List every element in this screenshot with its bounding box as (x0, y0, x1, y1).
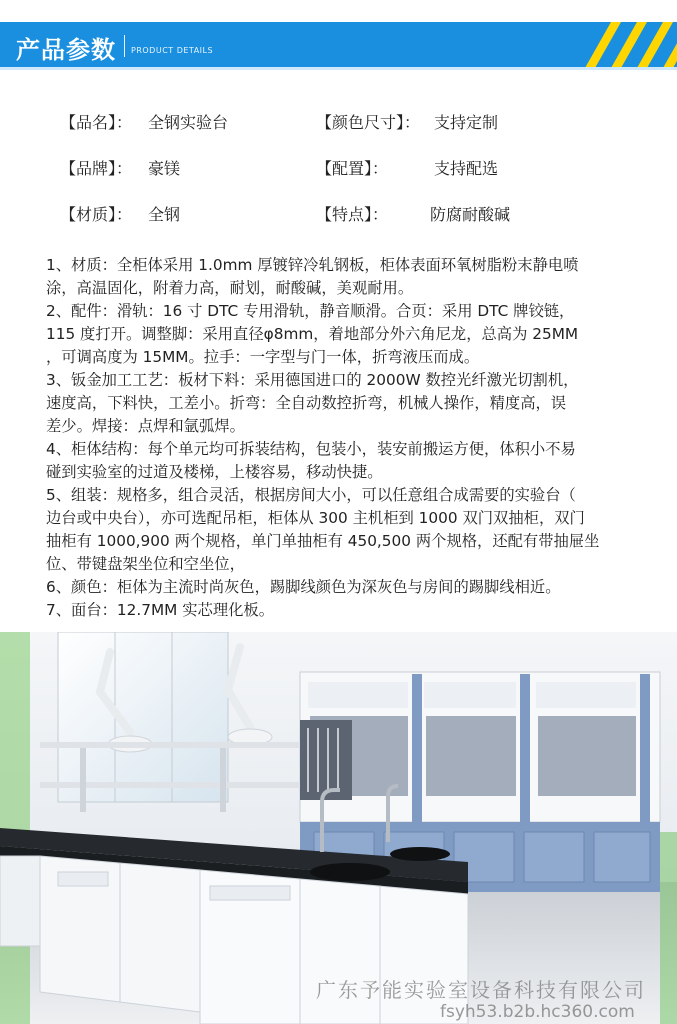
spec-brand-value: 豪镁 (148, 159, 181, 178)
spec-name-label: 【品名】： (60, 113, 133, 132)
description-line: 2、配件：滑轨：16 寸 DTC 专用滑轨，静音顺滑。合页：采用 DTC 牌铰链， (46, 302, 575, 320)
spec-config-label: 【配置】： (316, 159, 389, 178)
description-line: 4、柜体结构：每个单元均可拆装结构，包装小，装安前搬运方便，体积小不易 (46, 440, 576, 458)
product-description (46, 254, 662, 622)
description-line: ，可调高度为 15MM。拉手：一字型与门一体，折弯液压而成。 (46, 348, 480, 366)
spec-size-label: 【颜色尺寸】： (316, 113, 421, 132)
watermark-url: fsyh53.b2b.hc360.com (440, 1002, 635, 1022)
spec-name-value: 全钢实验台 (148, 113, 229, 132)
spec-config-value: 支持配选 (434, 159, 499, 178)
description-line: 7、面台：12.7MM 实芯理化板。 (46, 601, 275, 619)
spec-size-value: 支持定制 (434, 113, 499, 132)
section-title: 产品参数 (16, 36, 116, 64)
spec-feature-value: 防腐耐酸碱 (430, 205, 511, 224)
description-line: 1、材质：全柜体采用 1.0mm 厚镀锌冷轧钢板，柜体表面环氧树脂粉末静电喷 (46, 256, 579, 274)
title-divider (124, 35, 125, 57)
description-line: 速度高，下料快，工差小。折弯：全自动数控折弯，机械人操作，精度高，误 (46, 394, 567, 412)
spec-feature-label: 【特点】： (316, 205, 389, 224)
description-line: 碰到实验室的过道及楼梯，上楼容易，移动快捷。 (46, 463, 383, 481)
spec-brand-label: 【品牌】： (60, 159, 133, 178)
section-header-banner (0, 22, 677, 68)
description-line: 3、钣金加工工艺：板材下料：采用德国进口的 2000W 数控光纤激光切割机， (46, 371, 579, 389)
description-line: 5、组装：规格多，组合灵活，根据房间大小，可以任意组合成需要的实验台（ (46, 486, 576, 504)
description-line: 抽柜有 1000,900 两个规格，单门单抽柜有 450,500 两个规格，还配有带抽屉坐 (46, 532, 600, 550)
lab-bench-illustration (0, 632, 677, 1024)
description-line: 边台或中央台），亦可选配吊柜，柜体从 300 主机柜到 1000 双门双抽柜，双门 (46, 509, 585, 527)
description-line: 涂，高温固化，附着力高，耐划，耐酸碱，美观耐用。 (46, 279, 414, 297)
section-subtitle: PRODUCT DETAILS (131, 46, 214, 55)
description-line: 位、带键盘架坐位和空坐位， (46, 555, 245, 573)
product-photo (0, 632, 677, 1024)
watermark-company: 广东予能实验室设备科技有限公司 (316, 978, 646, 1002)
spec-material-label: 【材质】： (60, 205, 133, 224)
description-line: 115 度打开。调整脚：采用直径φ8mm，着地部分外六角尼龙，总高为 25MM (46, 325, 579, 343)
description-line: 差少。焊接：点焊和氩弧焊。 (46, 417, 245, 435)
header-underline (0, 67, 677, 70)
description-line: 6、颜色：柜体为主流时尚灰色，踢脚线颜色为深灰色与房间的踢脚线相近。 (46, 578, 561, 596)
spec-material-value: 全钢 (148, 205, 181, 224)
decorative-stripes-icon (567, 22, 677, 68)
